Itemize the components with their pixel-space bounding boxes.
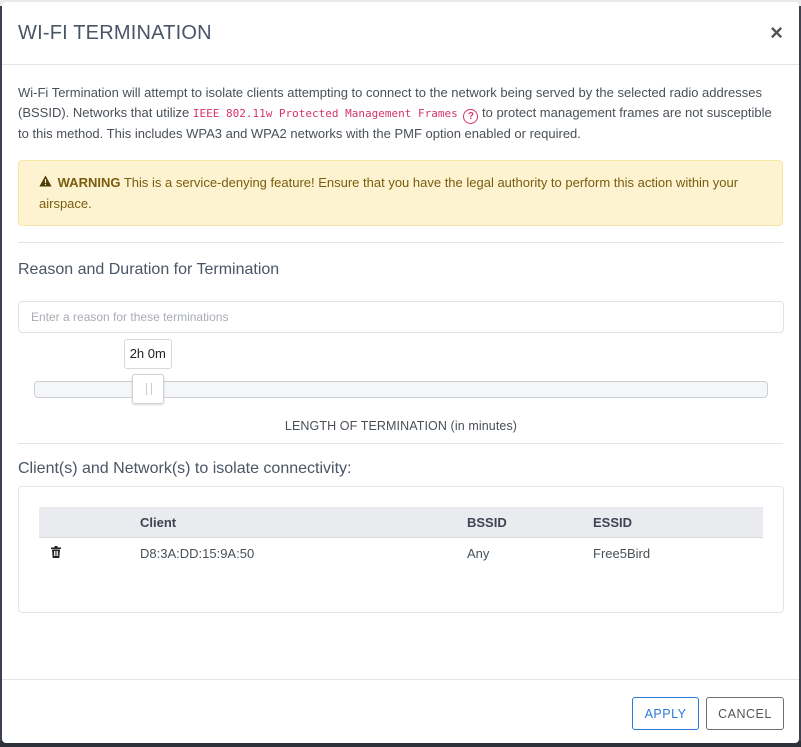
- targets-section-title: Client(s) and Network(s) to isolate connectivity:: [18, 460, 352, 477]
- pmf-link[interactable]: IEEE 802.11w Protected Management Frames: [192, 107, 458, 120]
- duration-value-tooltip: 2h 0m: [124, 339, 172, 369]
- cancel-button[interactable]: CANCEL: [706, 697, 784, 730]
- intro-text-2: to protect management frames are not susceptible to this method. This includes WPA3 and WPA2 networks with the PMF option enabled or required.: [18, 105, 772, 141]
- intro-paragraph: [18, 83, 783, 144]
- row-actions-cell: [39, 538, 140, 570]
- trash-icon[interactable]: [51, 546, 61, 561]
- essid-cell: Free5Bird: [593, 546, 651, 561]
- table-header-row: [39, 507, 763, 538]
- apply-button[interactable]: APPLY: [632, 697, 699, 730]
- close-icon[interactable]: ×: [770, 20, 783, 45]
- column-header-essid[interactable]: ESSID: [593, 507, 763, 538]
- intro-text-1: Wi-Fi Termination will attempt to isolate clients attempting to connect to the network being served by the selected radio addresses (BSSID). Networks that utilize: [18, 85, 763, 120]
- targets-table: [39, 507, 763, 569]
- slider-handle[interactable]: [132, 374, 164, 404]
- help-question-icon[interactable]: ?: [463, 109, 478, 124]
- duration-axis-label: LENGTH OF TERMINATION (in minutes): [284, 419, 518, 433]
- modal-header: [2, 2, 799, 65]
- column-header-client[interactable]: Client: [140, 507, 467, 538]
- targets-table-card: [18, 486, 784, 613]
- reason-section-title: Reason and Duration for Termination: [18, 261, 280, 278]
- warning-text: This is a service-denying feature! Ensure that you have the legal authority to perform this action within your airspace.: [39, 175, 739, 211]
- reason-input[interactable]: [18, 301, 784, 333]
- warning-label: WARNING: [57, 175, 121, 190]
- warning-alert: [18, 160, 783, 226]
- column-header-actions: [39, 507, 140, 538]
- wifi-termination-modal: [2, 2, 799, 743]
- divider: [18, 443, 783, 444]
- bssid-cell: Any: [467, 546, 490, 561]
- divider: [18, 242, 783, 243]
- column-header-bssid[interactable]: BSSID: [467, 507, 593, 538]
- modal-footer: [2, 679, 799, 743]
- table-row: [39, 538, 763, 570]
- client-cell: D8:3A:DD:15:9A:50: [140, 546, 255, 561]
- modal-body: [2, 65, 799, 613]
- duration-slider: [18, 333, 783, 443]
- modal-title: WI-FI TERMINATION: [18, 21, 212, 44]
- warning-triangle-icon: [39, 172, 52, 193]
